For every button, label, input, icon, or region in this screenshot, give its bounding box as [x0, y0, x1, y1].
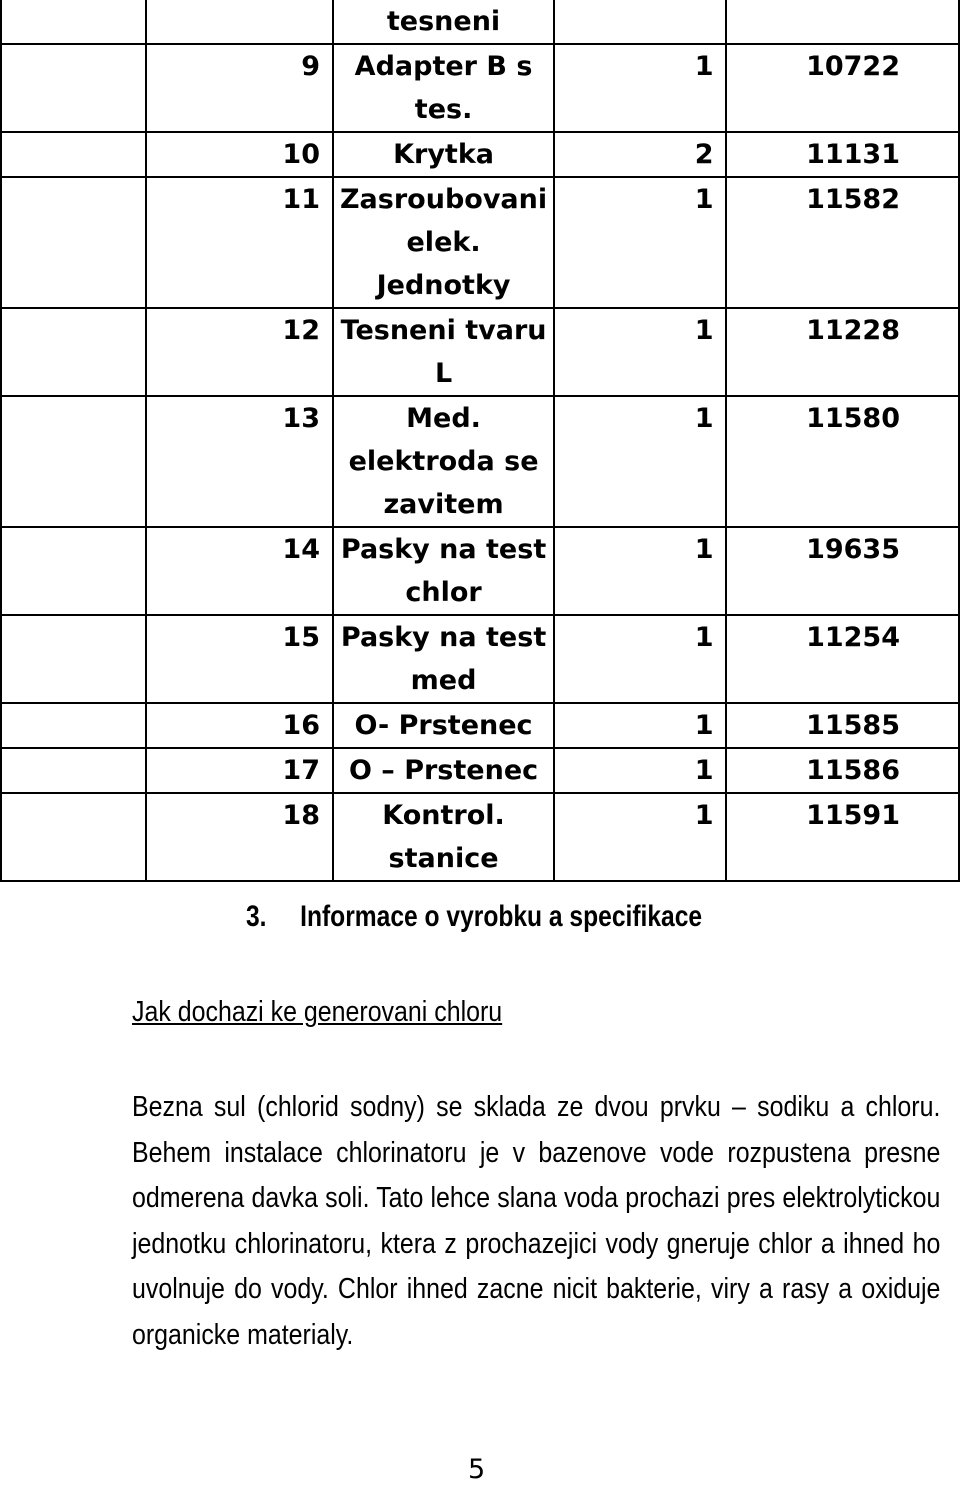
body-paragraph: Bezna sul (chlorid sodny) se sklada ze dvou prvku – sodiku a chloru. Behem instalace chlorinatoru je v bazenove vode rozpustena presne odmerena davka soli. Tato lehce slana voda prochazi pres elektrolytickou jednotku chlorinatoru, ktera z prochazejici vody gneruje chlor a ihned ho uvolnuje do vody. Chlor ihned zacne nicit bakterie, viry a rasy a oxiduje organicke materialy. [132, 1091, 941, 1351]
quantity: 1 [554, 793, 726, 881]
table-row [1, 703, 959, 748]
row-empty-cell [1, 793, 146, 881]
part-name: O- Prstenec [333, 703, 554, 748]
part-code: 19635 [726, 527, 959, 615]
row-number: 18 [146, 793, 333, 881]
table-row [1, 527, 959, 615]
part-name: Pasky na test med [333, 615, 554, 703]
quantity: 1 [554, 527, 726, 615]
quantity: 1 [554, 177, 726, 308]
quantity [554, 0, 726, 44]
part-name: Tesneni tvaru L [333, 308, 554, 396]
row-number: 11 [146, 177, 333, 308]
part-name: tesneni [333, 0, 554, 44]
section-title: Informace o vyrobku a specifikace [300, 900, 703, 933]
quantity: 1 [554, 615, 726, 703]
row-empty-cell [1, 132, 146, 177]
table-row [1, 308, 959, 396]
section-heading [246, 900, 702, 934]
row-number: 17 [146, 748, 333, 793]
part-code: 11585 [726, 703, 959, 748]
part-name: Zasroubovani elek. Jednotky [333, 177, 554, 308]
part-name: Pasky na test chlor [333, 527, 554, 615]
part-code: 11228 [726, 308, 959, 396]
part-code: 11586 [726, 748, 959, 793]
section-number: 3. [246, 900, 267, 933]
part-code: 11582 [726, 177, 959, 308]
part-code: 11580 [726, 396, 959, 527]
subheading: Jak dochazi ke generovani chloru [132, 996, 503, 1028]
row-empty-cell [1, 396, 146, 527]
row-number [146, 0, 333, 44]
row-empty-cell [1, 748, 146, 793]
row-number: 9 [146, 44, 333, 132]
quantity: 1 [554, 748, 726, 793]
table-row [1, 0, 959, 44]
part-name: Kontrol. stanice [333, 793, 554, 881]
part-code: 11591 [726, 793, 959, 881]
quantity: 1 [554, 703, 726, 748]
table-row [1, 132, 959, 177]
row-empty-cell [1, 615, 146, 703]
table-row [1, 748, 959, 793]
quantity: 1 [554, 44, 726, 132]
row-empty-cell [1, 527, 146, 615]
page-number: 5 [468, 1454, 486, 1485]
row-empty-cell [1, 177, 146, 308]
table-row [1, 44, 959, 132]
parts-table-body [1, 0, 959, 881]
row-number: 12 [146, 308, 333, 396]
row-number: 14 [146, 527, 333, 615]
table-row [1, 615, 959, 703]
table-row [1, 793, 959, 881]
part-name: O – Prstenec [333, 748, 554, 793]
table-row [1, 177, 959, 308]
part-name: Krytka [333, 132, 554, 177]
part-code: 11254 [726, 615, 959, 703]
row-number: 15 [146, 615, 333, 703]
row-number: 10 [146, 132, 333, 177]
part-code: 11131 [726, 132, 959, 177]
part-name: Med. elektroda se zavitem [333, 396, 554, 527]
row-empty-cell [1, 44, 146, 132]
quantity: 2 [554, 132, 726, 177]
part-name: Adapter B s tes. [333, 44, 554, 132]
part-code [726, 0, 959, 44]
row-number: 16 [146, 703, 333, 748]
row-empty-cell [1, 0, 146, 44]
part-code: 10722 [726, 44, 959, 132]
quantity: 1 [554, 396, 726, 527]
row-number: 13 [146, 396, 333, 527]
row-empty-cell [1, 703, 146, 748]
row-empty-cell [1, 308, 146, 396]
table-row [1, 396, 959, 527]
quantity: 1 [554, 308, 726, 396]
